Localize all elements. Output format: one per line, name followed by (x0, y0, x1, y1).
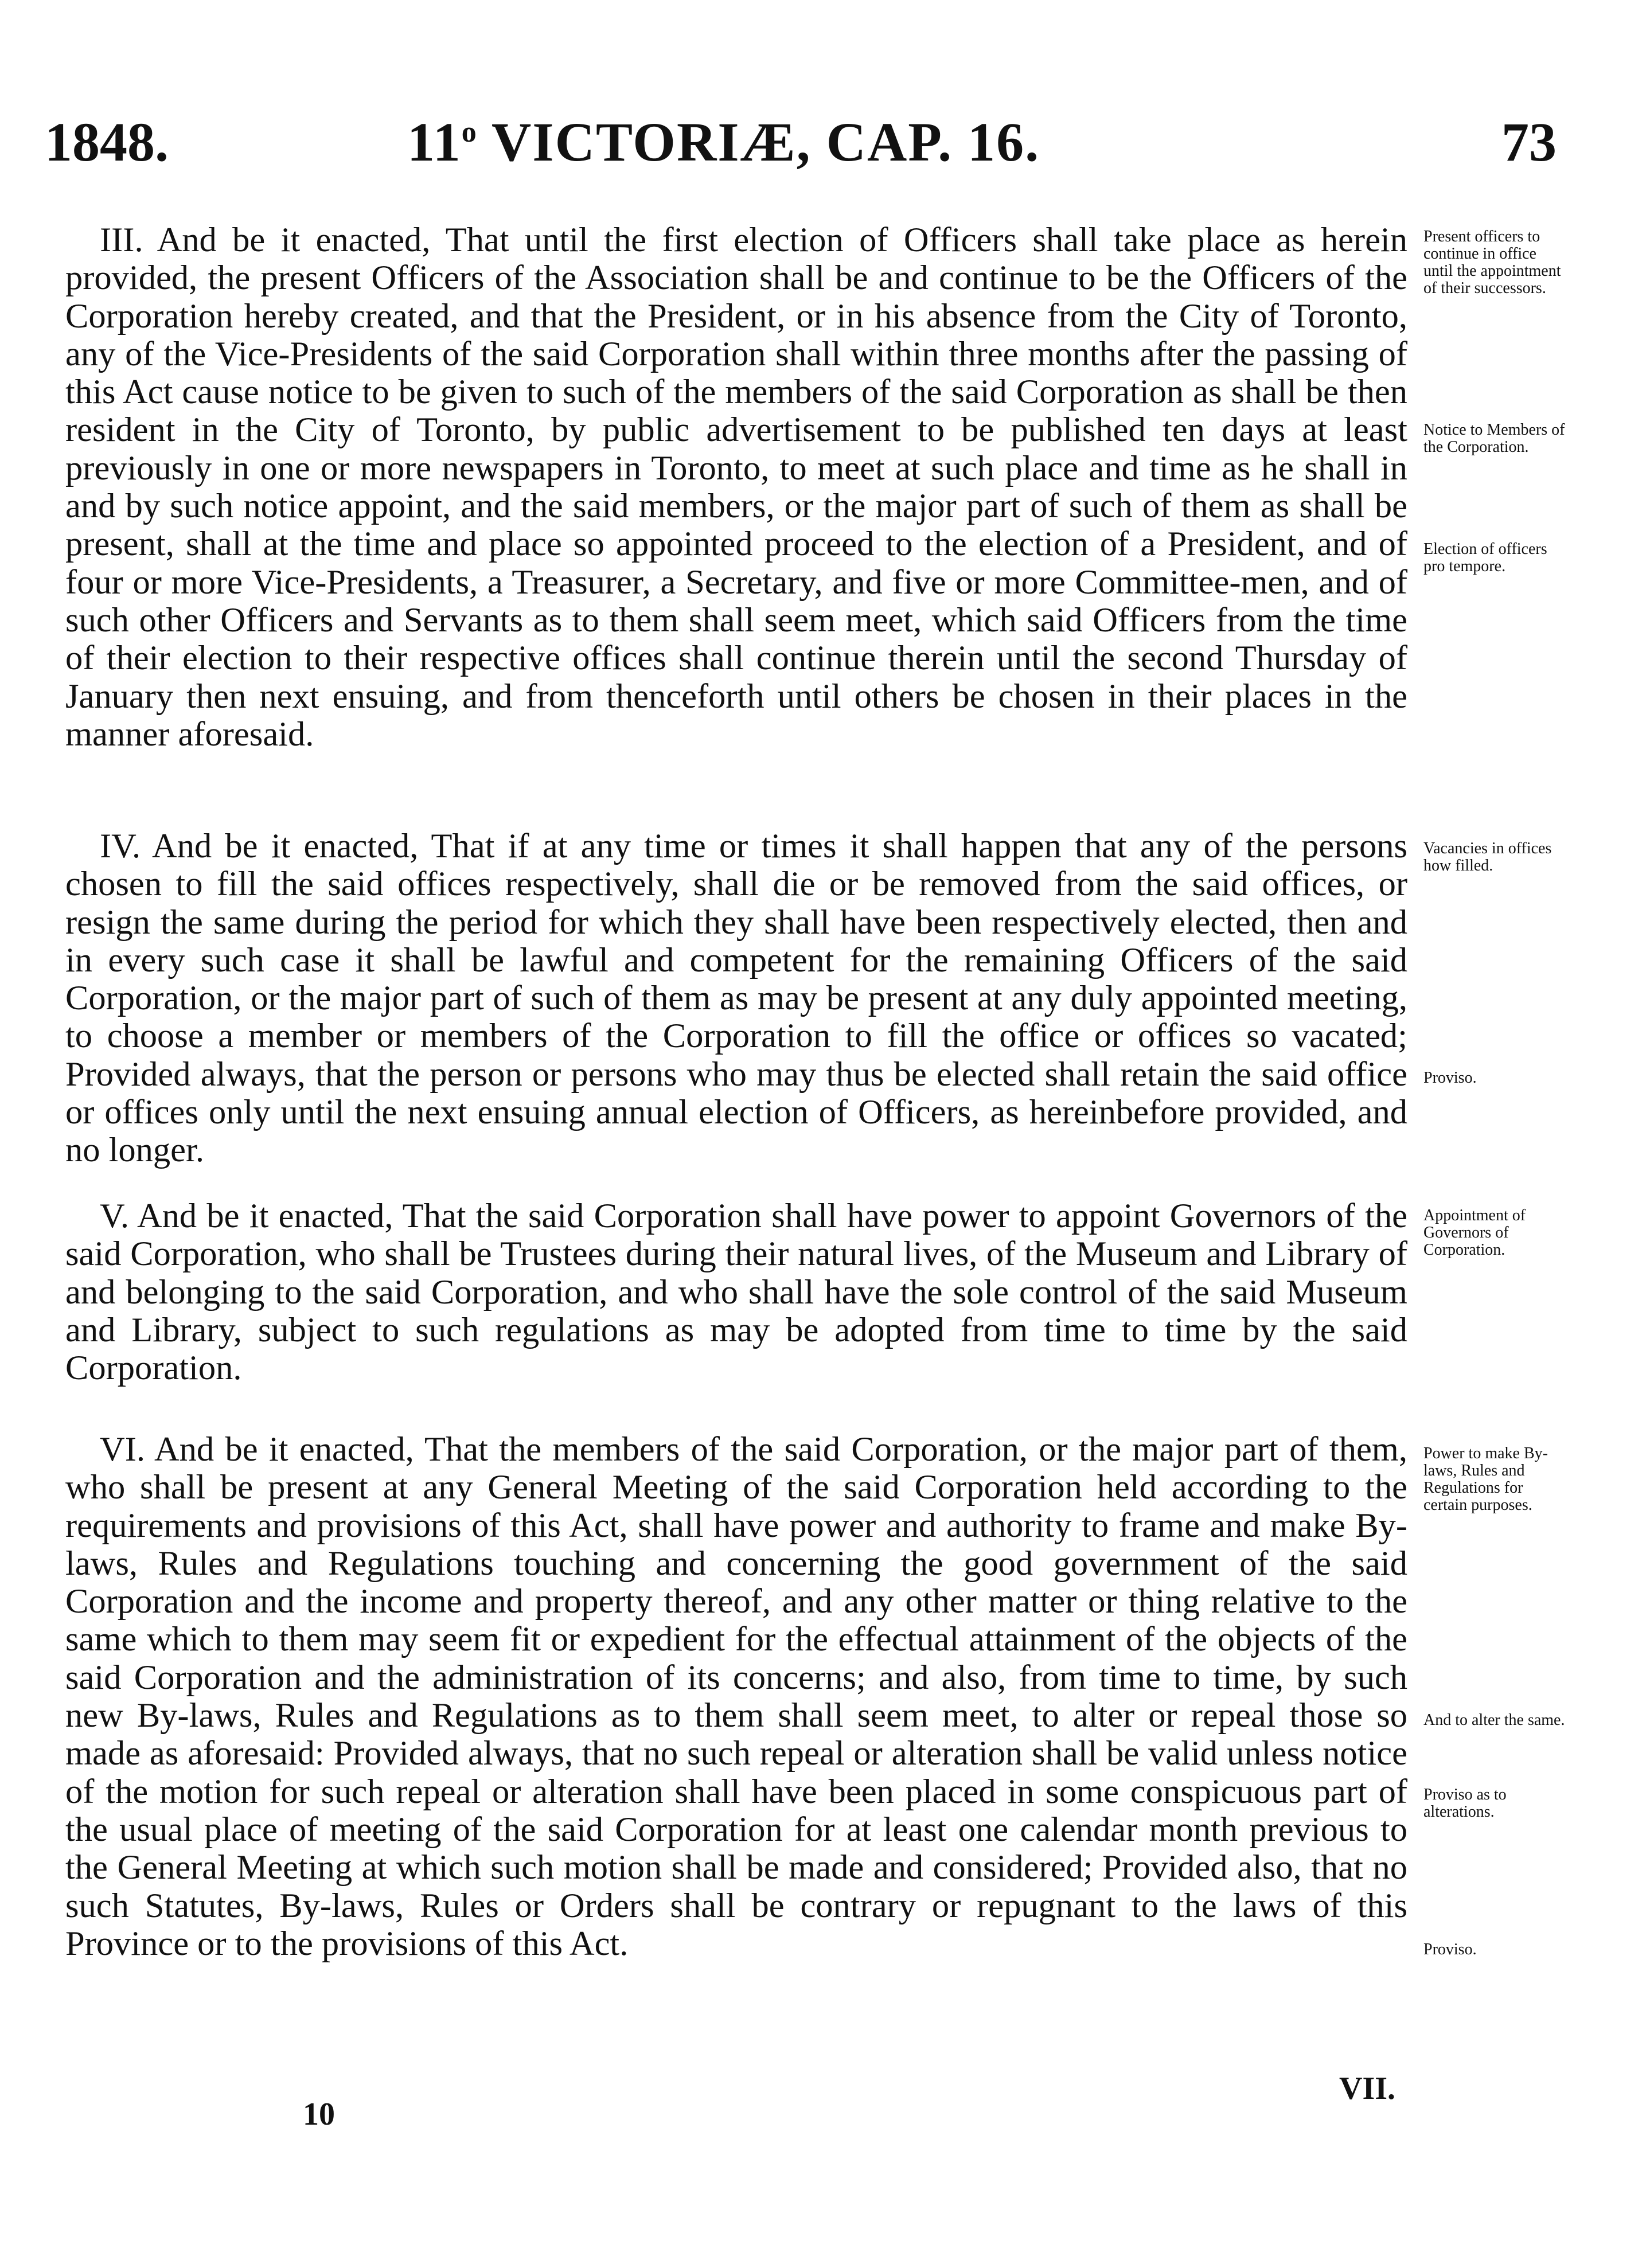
header-regnal-sup: o (461, 116, 478, 149)
section-v (65, 1197, 1407, 1387)
margin-note-by-laws: Power to make By-laws, Rules and Regulations for certain purposes. (1423, 1445, 1548, 1514)
margin-note-alter: And to alter the same. (1423, 1711, 1565, 1729)
page-header (0, 110, 1650, 173)
header-title (407, 110, 1040, 174)
section-vi (65, 1431, 1407, 1963)
header-year: 1848. (45, 111, 169, 173)
section-iii (65, 221, 1407, 754)
header-regnal: 11 (407, 111, 462, 173)
section-iv-text: IV. And be it enacted, That if at any time or times it shall happen that any of the persons chosen to fill the said offices respectively, shall die or be removed from the said offices, or resign the same during the period for which they shall have been respectively elected, then and in every such case it shall be lawful and competent for the remaining Officers of the said Corporation, or the major part of such of them as may be present at any duly appointed meeting, to choose a member or members of the Corporation to fill the office or offices so vacated; Provided always, that the person or persons who may thus be elected shall retain the said office or offices only until the next ensuing annual election of Officers, as hereinbefore provided, and no longer. (65, 827, 1407, 1170)
margin-note-proviso-alterations: Proviso as to alterations. (1423, 1786, 1507, 1821)
margin-note-proviso-iv: Proviso. (1423, 1069, 1477, 1087)
margin-note-notice-members: Notice to Members of the Corporation. (1423, 421, 1565, 456)
header-title-text: VICTORIÆ, CAP. 16. (477, 111, 1040, 173)
catchword: VII. (1339, 2071, 1396, 2106)
section-vi-text: VI. And be it enacted, That the members of the said Corporation, or the major part of them, who shall be present at any General Meeting of the said Corporation held according to the requirements and provisions of this Act, shall have power and authority to frame and make By-laws, Rules and Regulations touching and concerning the good government of the said Corporation and the income and property thereof, and any other matter or thing relative to the same which to them may seem fit or expedient for the effectual attainment of the objects of the said Corporation and the administration of its concerns; and also, from time to time, by such new By-laws, Rules and Regulations as to them shall seem meet, to alter or repeal those so made as aforesaid: Provided always, that no such repeal or alteration shall be valid unless notice of the motion for such repeal or alteration shall have been placed in some conspicuous part of the usual place of meeting of the said Corporation for at least one calendar month previous to the General Meeting at which such motion shall be made and considered; Provided also, that no such Statutes, By-laws, Rules or Orders shall be contrary or repugnant to the laws of this Province or to the provisions of this Act. (65, 1430, 1407, 1963)
margin-note-proviso-vi: Proviso. (1423, 1941, 1477, 1958)
margin-note-election-officers: Election of officers pro tempore. (1423, 540, 1547, 575)
section-v-text: V. And be it enacted, That the said Corporation shall have power to appoint Governors of the said Corporation, who shall be Trustees during their natural lives, of the Museum and Library of and belonging to the said Corporation, and who shall have the sole control of the said Museum and Library, subject to such regulations as may be adopted from time to time by the said Corporation. (65, 1197, 1407, 1388)
margin-note-governors: Appointment of Governors of Corporation. (1423, 1207, 1526, 1259)
section-iii-text: III. And be it enacted, That until the first election of Officers shall take place as herein provided, the present Officers of the Association shall be and continue to be the Officers of the Corporation hereby created, and that the President, or in his absence from the City of Toronto, any of the Vice-Presidents of the said Corporation shall within three months after the passing of this Act cause notice to be given to such of the members of the said Corporation as shall be then resident in the City of Toronto, by public advertisement to be published ten days at least previously in one or more newspapers in Toronto, to meet at such place and time as he shall in and by such notice appoint, and the said members, or the major part of such of them as shall be present, shall at the time and place so appointed proceed to the election of a President, and of four or more Vice-Presidents, a Treasurer, a Secretary, and five or more Committee-men, and of such other Officers and Servants as to them shall seem meet, which said Officers from the time of their election to their respective offices shall continue therein until the second Thursday of January then next ensuing, and from thenceforth until others be chosen in their places in the manner aforesaid. (65, 221, 1407, 754)
signature-mark: 10 (303, 2097, 335, 2132)
margin-note-present-officers: Present officers to continue in office until the appointment of their successors. (1423, 228, 1561, 297)
margin-note-vacancies: Vacancies in offices how filled. (1423, 840, 1552, 875)
section-iv (65, 827, 1407, 1170)
page-number: 73 (1501, 111, 1557, 173)
